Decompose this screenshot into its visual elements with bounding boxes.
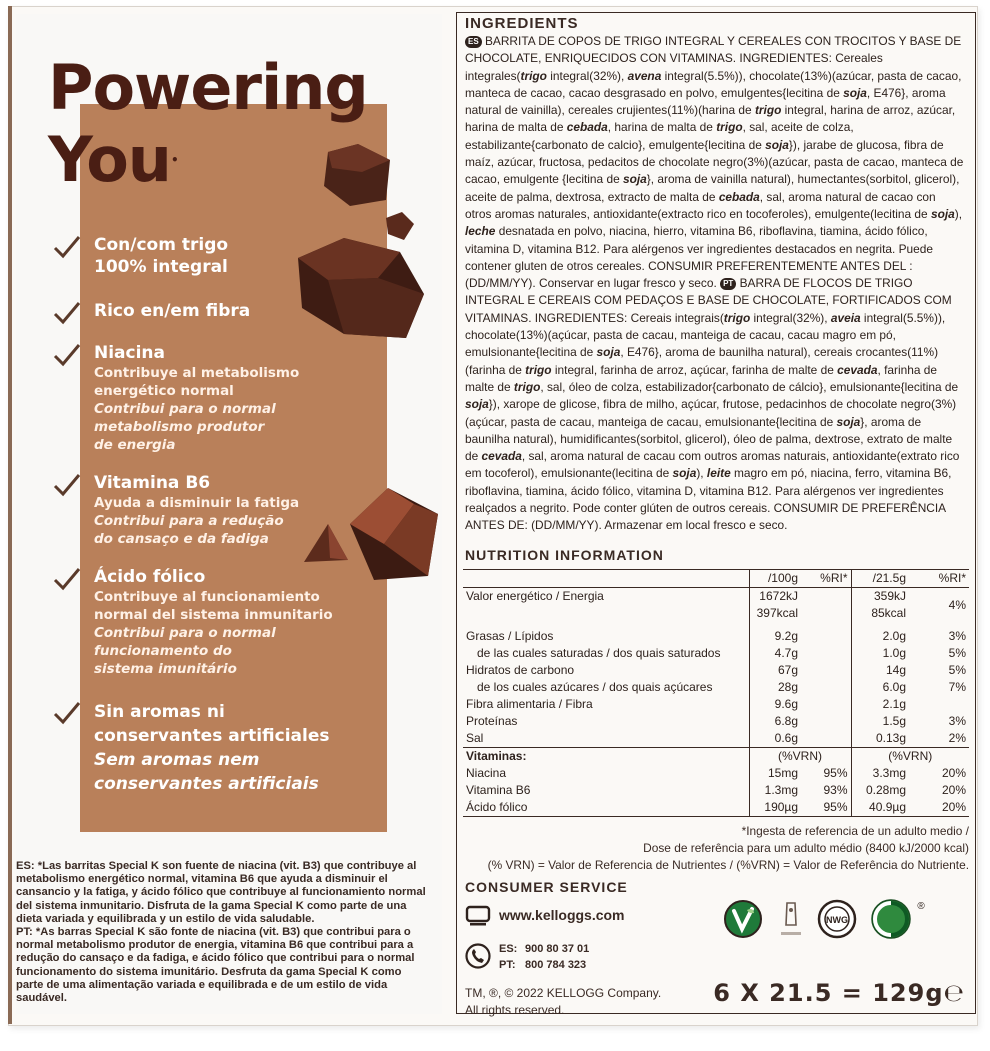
header-per-portion: /21.5g (851, 570, 909, 588)
nutrient-per-portion: 2.0g (851, 628, 909, 645)
es-badge: ES (465, 36, 482, 48)
nutrient-ri-portion (909, 696, 969, 713)
nutrient-per-portion: 6.0g (851, 679, 909, 696)
benefit-title: Rico en/em fibra (94, 301, 251, 321)
nutrient-row (463, 696, 969, 713)
ingredients-text: ES BARRITA DE COPOS DE TRIGO INTEGRAL Y CEREALES CON TROCITOS Y BASE DE CHOCOLATE, ENRIQUECIDOS CON VITAMINAS. INGREDIENTES: Cereales integrales(trigo integral(32%), avena integral(5.5%)), chocolate(13%)(azúcar, pasta de cacao, manteca de cacao, cacao desgrasado en polvo, emulgentes{lecitina de soja, E476}, aroma natural de vainilla), cereales crujientes(11%)(harina de trigo integral, harina de arroz, azúcar, harina de malta de cebada, harina de malta de trigo, sal, aceite de colza, estabilizante{carbonato de calcio}, emulgente{lecitina de soja}), jarabe de glucosa, fibra de maíz, azúcar, fructosa, pedacitos de chocolate negro(3%)(azúcar, pasta de cacao, manteca de cacao, emulgente {lecitina de soja}, aroma de vainilla natural), humectantes(sorbitol, glicerol), aceite de palma, dextrosa, extracto de malta de cebada, sal, aroma natural de cacao con otros aromas naturales, antioxidante(extracto rico en tocoferoles), emulgente(lecitina de soja), leche desnatada en polvo, niacina, hierro, vitamina B6, riboflavina, tiamina, ácido fólico, vitamina D, vitamina B12. Para alérgenos ver ingredientes destacados en negrita. Puede contener gluten de otros cereales. CONSUMIR PREFERENTEMENTE ANTES DEL : (DD/MM/YY). Conservar en lugar fresco y seco. PT BARRA DE FLOCOS DE TRIGO INTEGRAL E CEREAIS COM PEDAÇOS E BASE DE CHOCOLATE, FORTIFICADOS COM VITAMINAS. INGREDIENTES: Cereais integrais(trigo integral(32%), aveia integral(5.5%)), chocolate(13%)(açúcar, pasta de cacau, manteiga de cacau, cacau magro em pó, emulsionante{lecitina de soja, E476}, aroma de baunilha natural), cereais crocantes(11%) (farinha de trigo integral, farinha de arroz, açúcar, farinha de malte de cevada, farinha de malte de trigo, sal, óleo de colza, estabilizador{carbonato de cálcio}, emulsionante{lecitina de soja}), xarope de glicose, fibra de milho, açúcar, frutose, pedacinhos de chocolate negro(3%)(açúcar, pasta de cacau, manteiga de cacau, emulsionante{lecitina de soja}, aroma de baunilha natural), humidificantes(sorbitol, glicerol), óleo de palma, dextrose, extrato de malte de cevada, sal, aroma natural de cacau com outros aromas naturais, antioxidante(extrato rico em tocoferol), emulsionante(lecitina de soja), leite magro em pó, niacina, ferro, vitamina B6, riboflavina, tiamina, ácido fólico, vitamina D, vitamina B12. Para alérgenos ver ingredientes realçados a negrito. Pode conter glúten de outros cereais. CONSUMIR DE PREFERÊNCIA ANTES DE: (DD/MM/YY). Armazenar em local fresco e seco. (465, 34, 964, 533)
phone-es-number[interactable]: 900 80 37 01 (525, 943, 590, 955)
nutrient-rows (463, 628, 969, 748)
nutrient-per-100g: 67g (749, 662, 801, 679)
benefit-pt: Contribui para o normal funcionamento do sistema imunitário (94, 625, 276, 677)
header-ri-100g: %RI* (801, 570, 851, 588)
tidyman-icon (777, 899, 805, 941)
net-weight: 6 X 21.5 = 129g℮ (713, 979, 965, 1007)
vitamin-vrn-portion: 20% (941, 783, 966, 797)
nutrient-row (463, 730, 969, 748)
benefit-title: Sin aromas ni conservantes artificiales (94, 702, 330, 746)
benefit-pt: Contribui para a redução do cansaço e da fadiga (94, 513, 284, 547)
nutrient-label: Hidratos de carbono (466, 663, 575, 677)
vitamin-per-100g: 15mg (749, 765, 801, 782)
benefit-title: Con/com trigo 100% integral (94, 235, 229, 277)
nutrition-header-row (463, 570, 969, 588)
nutrient-label: de los cuales azúcares / dos quais açúcares (477, 680, 713, 694)
check-icon (52, 300, 82, 326)
nutrient-per-100g: 4.7g (749, 645, 801, 662)
headline-you: You (48, 123, 171, 196)
ingredients-heading: INGREDIENTS (465, 15, 579, 32)
energy-row (463, 588, 969, 623)
vitamin-row (463, 782, 969, 799)
nutrient-per-100g: 9.2g (749, 628, 801, 645)
vitamin-row (463, 799, 969, 817)
nutrient-row (463, 645, 969, 662)
package-edge (8, 6, 12, 1024)
nutrient-row (463, 679, 969, 696)
benefit-niacin (52, 342, 382, 462)
footnote-ri: *Ingesta de referencia de un adulto medio / (741, 824, 969, 838)
benefit-vitamin-b6 (52, 472, 382, 552)
phone-pt-number[interactable]: 800 784 323 (525, 959, 587, 971)
vitamin-label: Niacina (466, 766, 507, 780)
vitamin-row (463, 765, 969, 782)
vrn-header-portion: (%VRN) (851, 748, 969, 766)
nutrient-per-100g: 0.6g (749, 730, 801, 748)
nutrient-ri-100g (801, 713, 851, 730)
energy-ri: 4% (948, 597, 966, 612)
nutrient-ri-100g (801, 679, 851, 696)
nutrient-label: Fibra alimentaria / Fibra (466, 697, 593, 711)
benefit-title: Vitamina B6 (94, 473, 211, 493)
vitamins-header-row (463, 748, 969, 766)
vrn-header-100g: (%VRN) (749, 748, 851, 766)
energy-kj-100: 1672kJ (759, 589, 798, 603)
nutrient-per-portion: 2.1g (851, 696, 909, 713)
benefit-no-artificial (52, 700, 382, 800)
nutrient-ri-portion: 2% (948, 731, 966, 745)
registered-mark: ® (917, 901, 925, 912)
vitamin-vrn-portion: 20% (941, 766, 966, 780)
vitamin-per-100g: 190µg (749, 799, 801, 817)
nutrient-row (463, 713, 969, 730)
nutrient-label: Proteínas (466, 714, 518, 728)
check-icon (52, 566, 82, 592)
check-icon (52, 234, 82, 260)
check-icon (52, 472, 82, 498)
nutrition-heading: NUTRITION INFORMATION (465, 547, 664, 563)
vegetarian-v-icon (723, 899, 763, 939)
info-panel (456, 12, 976, 1017)
vitamin-rows (463, 765, 969, 817)
nutrient-per-portion: 1.5g (851, 713, 909, 730)
nutrition-table (463, 569, 969, 817)
computer-icon (465, 905, 491, 927)
nutrient-ri-100g (801, 730, 851, 748)
footnote-vrn: (% VRN) = Valor de Referencia de Nutrientes / (%VRN) = Valor de Referência do Nutriente. (487, 858, 969, 872)
footnote-reference: Dose de referência para um adulto médio (8400 kJ/2000 kcal) (643, 841, 969, 855)
benefit-folic-acid (52, 566, 382, 686)
pt-badge: PT (720, 278, 736, 290)
nutrient-per-portion: 0.13g (851, 730, 909, 748)
nutrient-per-100g: 28g (749, 679, 801, 696)
copyright (465, 985, 665, 1019)
energy-label: Valor energético / Energia (466, 589, 604, 603)
headline-line-1: Powering (48, 51, 368, 124)
nutrient-row (463, 662, 969, 679)
energy-kj-portion: 359kJ (873, 589, 906, 603)
claims-note-pt: PT: *As barras Special K são fonte de niacina (vit. B3) que contribui para o normal metabolismo produtor de energia, vitamina B6 que contribui para a redução do cansaço e da fadiga, e ácido fólico que contribui para o normal funcionamento do sistema imunitário. Desfruta da gama Special K como parte de uma alimentação variada e equilibrada e de um estilo de vida saudável. (16, 926, 415, 1005)
website-link[interactable]: www.kelloggs.com (499, 907, 625, 923)
nutrient-ri-100g (801, 696, 851, 713)
vitamin-vrn-portion: 20% (941, 800, 966, 814)
consumer-service-heading: CONSUMER SERVICE (465, 879, 628, 895)
claims-note (16, 860, 426, 1005)
benefit-title: Ácido fólico (94, 567, 206, 587)
nwg-logo-icon (817, 899, 857, 939)
nutrient-label: de las cuales saturadas / dos quais saturados (477, 646, 721, 660)
copyright-line-1: TM, ®, © 2022 KELLOGG Company. (465, 986, 662, 1000)
vitamin-per-100g: 1.3mg (749, 782, 801, 799)
benefit-title-pt: Sem aromas nem conservantes artificiais (94, 750, 319, 794)
chocolate-piece-icon (320, 142, 394, 208)
green-dot-icon (869, 897, 927, 941)
nutrient-per-100g: 6.8g (749, 713, 801, 730)
vitamin-per-portion: 40.9µg (851, 799, 909, 817)
vitamin-vrn-100g: 95% (823, 800, 848, 814)
nutrient-label: Sal (466, 731, 484, 745)
benefit-es: Contribuye al funcionamiento normal del sistema inmunitario (94, 589, 333, 623)
benefit-whole-grain (52, 234, 382, 294)
claims-note-es: ES: *Las barritas Special K son fuente de niacina (vit. B3) que contribuye al metabolismo energético normal, vitamina B6 que ayuda a disminuir el cansancio y la fatiga, y ácido fólico que contribuye al funcionamiento normal del sistema inmunitario. Disfruta de la gama Special K como parte de una dieta variada y equilibrada y un estilo de vida saludable. (16, 860, 426, 925)
header-per-100g: /100g (749, 570, 801, 588)
vitamin-vrn-100g: 93% (823, 783, 848, 797)
nutrient-ri-portion: 3% (948, 714, 966, 728)
energy-kcal-portion: 85kcal (871, 606, 906, 620)
vitamin-vrn-100g: 95% (823, 766, 848, 780)
benefit-pt: Contribui para o normal metabolismo produtor de energia (94, 401, 276, 453)
nutrient-ri-portion: 5% (948, 646, 966, 660)
nutrient-ri-100g (801, 645, 851, 662)
nutrient-row (463, 628, 969, 645)
header-ri-portion: %RI* (909, 570, 969, 588)
vitamin-label: Vitamina B6 (466, 783, 531, 797)
copyright-line-2: All rights reserved. (465, 1003, 565, 1017)
nutrient-label: Grasas / Lípidos (466, 629, 554, 643)
nutrient-per-portion: 14g (851, 662, 909, 679)
vitamin-per-portion: 3.3mg (851, 765, 909, 782)
phone-es-label: ES: (499, 943, 518, 955)
nwg-logo-text: NWG (826, 915, 848, 925)
nutrient-ri-portion: 3% (948, 629, 966, 643)
energy-kcal-100: 397kcal (756, 606, 798, 620)
phone-pt-label: PT: (499, 959, 516, 971)
check-icon (52, 342, 82, 368)
nutrient-ri-100g (801, 662, 851, 679)
nutrient-per-portion: 1.0g (851, 645, 909, 662)
nutrient-ri-portion: 7% (948, 680, 966, 694)
check-icon (52, 700, 82, 726)
headline-tm: • (170, 153, 178, 167)
benefit-es: Contribuye al metabolismo energético normal (94, 365, 300, 399)
nutrient-ri-100g (801, 628, 851, 645)
vitamins-label: Vitaminas: (463, 748, 749, 766)
vitamin-label: Ácido fólico (466, 800, 528, 814)
benefit-es: Ayuda a disminuir la fatiga (94, 495, 300, 511)
nutrient-per-100g: 9.6g (749, 696, 801, 713)
phone-icon (465, 943, 491, 969)
benefit-title: Niacina (94, 343, 166, 363)
benefit-fibre (52, 300, 382, 330)
vitamin-per-portion: 0.28mg (851, 782, 909, 799)
nutrient-ri-portion: 5% (948, 663, 966, 677)
